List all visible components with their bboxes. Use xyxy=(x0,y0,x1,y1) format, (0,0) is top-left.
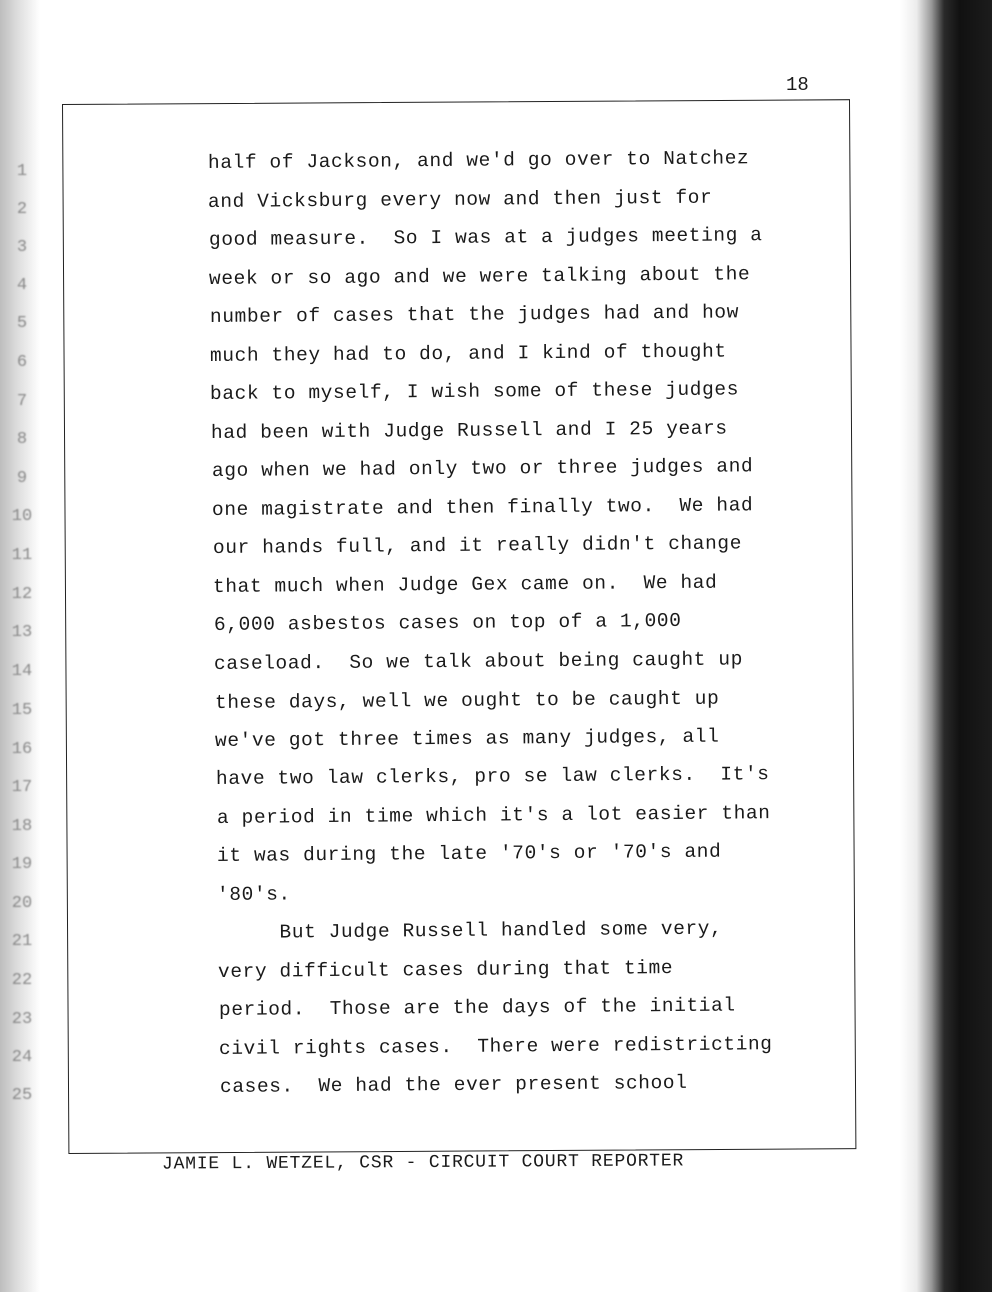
line-number: 19 xyxy=(11,855,33,874)
line-number: 7 xyxy=(16,392,28,411)
transcript-line: number of cases that the judges had and how xyxy=(209,301,740,328)
transcript-line: had been with Judge Russell and I 25 years xyxy=(210,417,728,444)
transcript-line: have two law clerks, pro se law clerks. It's xyxy=(215,763,770,790)
transcript-line: ago when we had only two or three judges and xyxy=(211,455,754,482)
line-number: 22 xyxy=(11,971,33,990)
line-number: 20 xyxy=(11,894,33,913)
line-number: 2 xyxy=(16,200,28,219)
line-number: 21 xyxy=(11,932,33,951)
transcript-line: week or so ago and we were talking about the xyxy=(208,263,751,290)
line-number: 12 xyxy=(11,585,33,604)
line-number: 4 xyxy=(16,276,28,295)
book-binding-shadow xyxy=(900,0,992,1292)
line-number: 1 xyxy=(16,162,28,181)
transcript-line: cases. We had the ever present school xyxy=(219,1071,688,1098)
transcript-line: 6,000 asbestos cases on top of a 1,000 xyxy=(213,609,682,636)
transcript-line: very difficult cases during that time xyxy=(217,957,674,983)
line-number: 17 xyxy=(11,778,33,797)
transcript-line: '80's. xyxy=(216,883,291,906)
transcript-line: good measure. So I was at a judges meeting a xyxy=(208,224,763,251)
transcript-line: civil rights cases. There were redistricting xyxy=(218,1033,773,1060)
transcript-line: these days, well we ought to be caught up xyxy=(214,687,720,714)
line-number: 24 xyxy=(11,1048,33,1067)
line-number: 18 xyxy=(11,817,33,836)
transcript-line: that much when Judge Gex came on. We had xyxy=(212,571,718,598)
transcript-line: period. Those are the days of the initial xyxy=(218,994,736,1021)
line-number: 10 xyxy=(11,507,33,526)
line-number: 9 xyxy=(16,469,28,488)
transcript-line: we've got three times as many judges, all xyxy=(214,725,720,752)
line-number: 6 xyxy=(16,353,28,372)
reporter-footer: JAMIE L. WETZEL, CSR - CIRCUIT COURT REPORTER xyxy=(161,1151,685,1175)
transcript-line: a period in time which it's a lot easier than xyxy=(216,802,771,829)
line-number: 15 xyxy=(11,701,33,720)
line-number: 13 xyxy=(11,623,33,642)
transcript-line: back to myself, I wish some of these judges xyxy=(209,378,740,405)
transcript-line: much they had to do, and I kind of thought xyxy=(209,340,727,367)
transcript-line: caseload. So we talk about being caught up xyxy=(213,648,744,675)
line-number: 14 xyxy=(11,662,33,681)
transcript-line: But Judge Russell handled some very, xyxy=(217,917,723,944)
line-number: 11 xyxy=(11,546,33,565)
transcript-line: half of Jackson, and we'd go over to Natchez xyxy=(207,147,750,174)
line-number: 8 xyxy=(16,430,28,449)
transcript-line: our hands full, and it really didn't change xyxy=(212,532,743,559)
page-number: 18 xyxy=(786,74,809,96)
transcript-line: it was during the late '70's or '70's and xyxy=(216,840,722,867)
line-number: 5 xyxy=(16,314,28,333)
line-number: 23 xyxy=(11,1010,33,1029)
line-number: 3 xyxy=(16,238,28,257)
line-number-column xyxy=(6,0,38,1292)
transcript-line: and Vicksburg every now and then just for xyxy=(207,186,713,213)
transcript-line: one magistrate and then finally two. We had xyxy=(211,494,754,521)
line-number: 25 xyxy=(11,1086,33,1105)
line-number: 16 xyxy=(11,740,33,759)
